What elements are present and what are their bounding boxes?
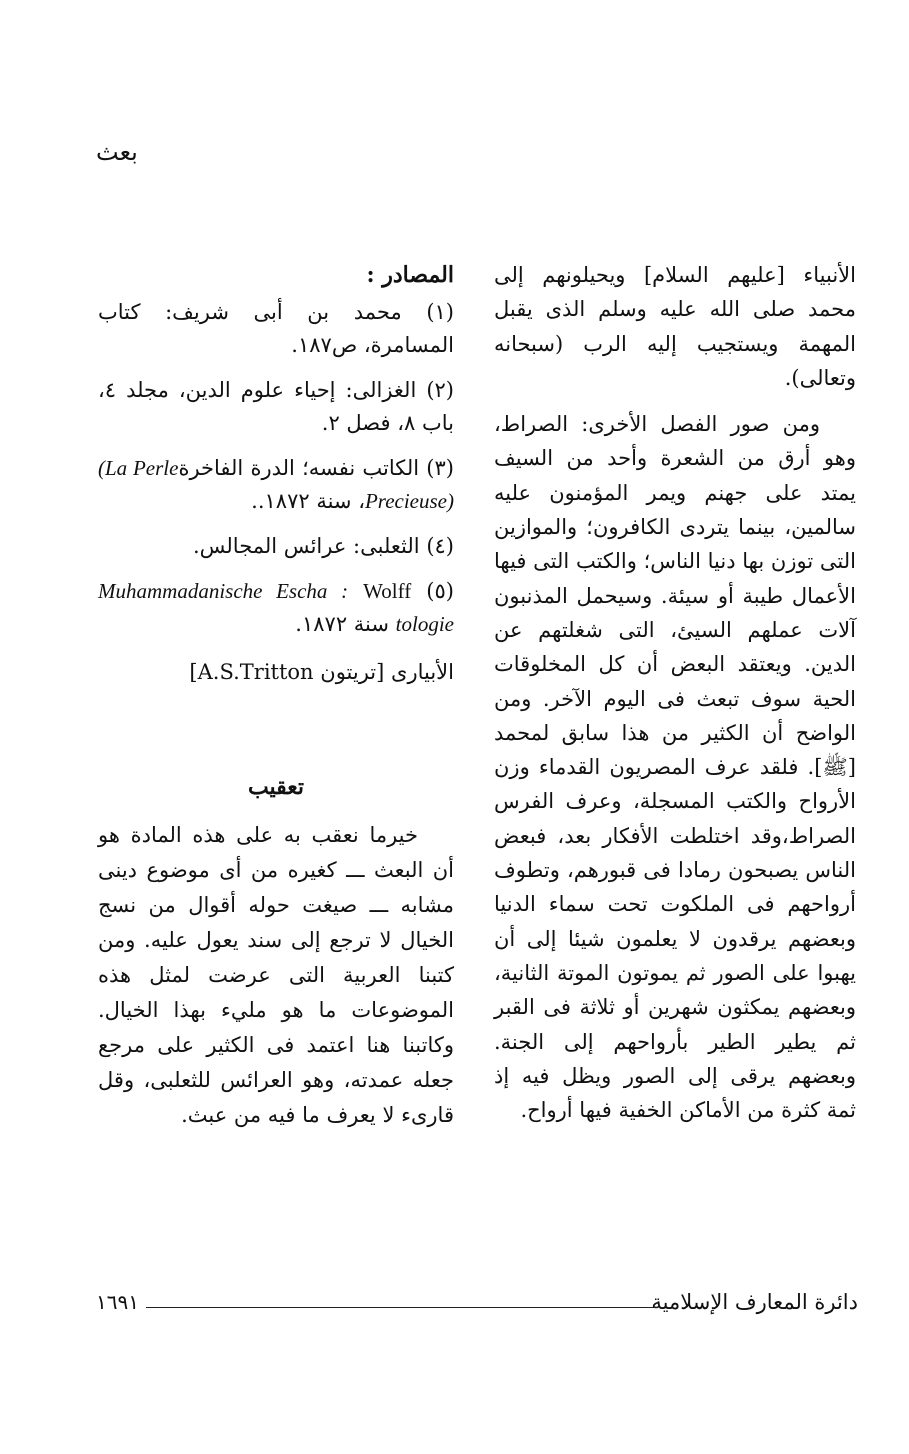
source-text: الكاتب نفسه؛ الدرة الفاخرة <box>178 456 420 481</box>
article-author: الأبيارى [تريتون A.S.Tritton] <box>189 660 454 685</box>
journal-title: دائرة المعارف الإسلامية <box>651 1290 858 1314</box>
paragraph: ومن صور الفصل الأخرى: الصراط، وهو أرق من الشعرة وأحد من السيف يمتد على جهنم ويمر المؤمنون عليه سالمين، بينما يتردى الكافرون؛ والموازين التى توزن بها دنيا الناس؛ والكتب التى فيها الأعمال طيبة أو سيئة. وسيحمل المذنبون آلات عملهم السيئ، التى شغلتهم عن الدين. ويعتقد البعض أن كل المخلوقات الحية سوف تبعث فى اليوم الآخر. ومن الواضح أن الكثير من هذا سابق لمحمد [ﷺ]. فلقد عرف المصريون القدماء وزن الأرواح والكتب المسجلة، وعرف الفرس الصراط،وقد اختلطت الأفكار بعد، فبعض الناس يصبحون رمادا فى قبورهم، وتطوف أرواحهم فى الملكوت تحت سماء الدنيا وبعضهم يرقدون لا يعلمون شيئا إلى أن يهبوا على الصور ثم يموتون الموتة الثانية، وبعضهم يمكثون شهرين أو ثلاثة فى القبر ثم يطير الطير بأرواحهم إلى الجنة. وبعضهم يرقى إلى الصور ويظل فيه إذ ثمة كثرة من الأماكن الخفية فيها أرواح. <box>494 412 856 1123</box>
source-number: (٥) <box>426 579 454 604</box>
main-text-column <box>494 258 856 1127</box>
source-tail: سنة ١٨٧٢. <box>295 612 389 637</box>
page-footer <box>96 1290 858 1320</box>
source-text: محمد بن أبى شريف: كتاب المسامرة، ص١٨٧. <box>98 300 454 358</box>
paragraph: الأنبياء [عليهم السلام] ويحيلونهم إلى محمد صلى الله عليه وسلم الذى يقبل المهمة ويستجيب إليه الرب (سبحانه وتعالى). <box>494 263 856 390</box>
source-item <box>98 575 454 641</box>
footer-rule <box>146 1307 658 1308</box>
source-number: (١) <box>426 300 454 325</box>
sources-heading: المصادر : <box>366 262 454 288</box>
source-latin-title: (La Perle Precieuse) <box>98 456 454 514</box>
comment-paragraph: خيرما نعقب به على هذه المادة هو أن البعث ـــ كغيره من أى موضوع دينى مشابه ـــ صيغت حوله أقوال من نسج الخيال لا ترجع إلى سند يعول عليه. ومن كتبنا العربية التى عرضت لمثل هذه الموضوعات ما هو مليء بهذا الخيال. وكاتبنا هنا اعتمد فى الكثير على مرجع جعله عمدته، وهو العرائس للثعلبى، وقل قارىء لا يعرف ما فيه من عبث. <box>98 822 454 1127</box>
source-latin-author: Wolff <box>363 579 412 604</box>
source-text: الثعلبى: عرائس المجالس. <box>192 534 420 559</box>
source-number: (٢) <box>426 378 454 403</box>
source-number: (٣) <box>426 456 454 481</box>
source-latin-title: Muhammadanische Escha : tologie <box>98 579 454 637</box>
source-tail: ، سنة ١٨٧٢.. <box>251 489 365 514</box>
source-item <box>98 296 454 362</box>
page-number: ١٦٩١ <box>96 1290 139 1314</box>
sources-and-comment-column <box>98 258 454 1133</box>
source-item <box>98 452 454 518</box>
source-item <box>98 530 454 563</box>
comment-heading: تعقيب <box>247 773 305 800</box>
source-item <box>98 374 454 440</box>
source-text: الغزالى: إحياء علوم الدين، مجلد ٤، باب ٨، فصل ٢. <box>98 378 454 436</box>
source-number: (٤) <box>426 534 454 559</box>
running-header: بعث <box>96 138 138 166</box>
